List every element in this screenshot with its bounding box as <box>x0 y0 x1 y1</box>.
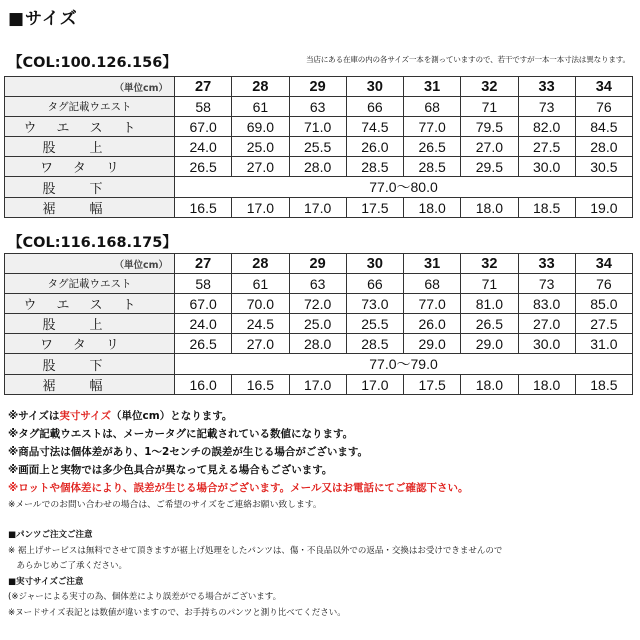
table-row <box>5 97 633 117</box>
note-1-red: 実寸サイズ <box>59 410 112 422</box>
table-cell: 71 <box>461 97 518 117</box>
notes-block <box>8 407 628 513</box>
table-cell: 67.0 <box>175 117 232 137</box>
row-label: 裾幅 <box>5 375 175 395</box>
table-cell: 76 <box>575 274 632 294</box>
size-header: 28 <box>232 77 289 97</box>
table-cell: 27.0 <box>232 334 289 354</box>
row-label: 股上 <box>5 314 175 334</box>
table-cell: 61 <box>232 97 289 117</box>
note-line-3: ※商品寸法は個体差があり、1～2センチの誤差が生じる場合がございます。 <box>8 446 368 458</box>
table-cell: 29.5 <box>461 157 518 177</box>
table-cell: 83.0 <box>518 294 575 314</box>
table-cell: 18.5 <box>575 375 632 395</box>
table-cell: 71 <box>461 274 518 294</box>
table-cell: 63 <box>289 97 346 117</box>
size-header: 33 <box>518 254 575 274</box>
table-cell: 63 <box>289 274 346 294</box>
table-cell: 77.0 <box>404 117 461 137</box>
measurement-note: 当店にある在庫の内の各サイズ一本を測っていますので、若干ですが一本一本寸法は異なります。 <box>306 55 630 64</box>
header-row <box>5 254 633 274</box>
table-cell: 73 <box>518 274 575 294</box>
merged-cell: 77.0～79.0 <box>175 354 633 375</box>
table-row <box>5 294 633 314</box>
row-label: 股上 <box>5 137 175 157</box>
table-cell: 73 <box>518 97 575 117</box>
table-cell: 26.0 <box>346 137 403 157</box>
size-table-1 <box>4 76 633 218</box>
table-cell: 18.0 <box>518 375 575 395</box>
table-cell: 73.0 <box>346 294 403 314</box>
note-line-1 <box>8 407 628 425</box>
row-label: ワタリ <box>5 334 175 354</box>
table-cell: 74.5 <box>346 117 403 137</box>
note-line-5: ※ロットや個体差により、誤差が生じる場合がございます。メール又はお電話にてご確認下さい。 <box>8 482 469 494</box>
size-header: 30 <box>346 77 403 97</box>
table-cell: 66 <box>346 274 403 294</box>
table-row <box>5 137 633 157</box>
size-header: 34 <box>575 254 632 274</box>
table-2-title: 【COL:116.168.175】 <box>8 235 177 251</box>
table-cell: 28.0 <box>575 137 632 157</box>
size-header: 27 <box>175 77 232 97</box>
table-cell: 25.5 <box>289 137 346 157</box>
table-cell: 16.5 <box>175 198 232 218</box>
table-cell: 26.5 <box>404 137 461 157</box>
table-row <box>5 314 633 334</box>
table-cell: 28.5 <box>346 334 403 354</box>
table-cell: 27.0 <box>232 157 289 177</box>
table-row <box>5 375 633 395</box>
table-cell: 30.0 <box>518 334 575 354</box>
table-row <box>5 198 633 218</box>
table-cell: 79.5 <box>461 117 518 137</box>
size-header: 29 <box>289 77 346 97</box>
table-cell: 17.0 <box>346 375 403 395</box>
table-cell: 68 <box>404 97 461 117</box>
unit-label: （単位cm） <box>5 77 175 97</box>
table-cell: 17.0 <box>289 375 346 395</box>
table-row <box>5 117 633 137</box>
size-header: 32 <box>461 254 518 274</box>
table-cell: 29.0 <box>461 334 518 354</box>
table-cell: 27.0 <box>461 137 518 157</box>
table-cell: 72.0 <box>289 294 346 314</box>
table-cell: 18.0 <box>404 198 461 218</box>
table-cell: 26.5 <box>461 314 518 334</box>
table-cell: 28.0 <box>289 157 346 177</box>
size-header: 33 <box>518 77 575 97</box>
table-cell: 77.0 <box>404 294 461 314</box>
size-header: 28 <box>232 254 289 274</box>
note-1-b: （単位cm）となります。 <box>111 410 233 422</box>
table-cell: 84.5 <box>575 117 632 137</box>
table-1-title: 【COL:100.126.156】 <box>8 55 177 71</box>
section-heading: ■サイズ <box>8 9 78 29</box>
table-row <box>5 177 633 198</box>
table-cell: 19.0 <box>575 198 632 218</box>
row-label: ワタリ <box>5 157 175 177</box>
table-cell: 25.0 <box>232 137 289 157</box>
table-cell: 81.0 <box>461 294 518 314</box>
size-header: 32 <box>461 77 518 97</box>
size-table-2 <box>4 253 633 395</box>
caution-line-5: (※ジャーによる実寸の為、個体差により誤差がでる場合がございます。 <box>8 592 282 602</box>
row-label: 裾幅 <box>5 198 175 218</box>
table-cell: 26.5 <box>175 334 232 354</box>
caution-line-4: ■実寸サイズご注意 <box>8 576 84 587</box>
table-cell: 27.0 <box>518 314 575 334</box>
table-cell: 26.5 <box>175 157 232 177</box>
caution-line-3: あらかじめご了承ください。 <box>8 561 128 571</box>
note-line-6: ※メールでのお問い合わせの場合は、ご希望のサイズをご連絡お願い致します。 <box>8 500 322 510</box>
table-cell: 85.0 <box>575 294 632 314</box>
row-label: タグ記載ウエスト <box>5 274 175 294</box>
table-cell: 76 <box>575 97 632 117</box>
size-header: 29 <box>289 254 346 274</box>
merged-cell: 77.0～80.0 <box>175 177 633 198</box>
table-cell: 70.0 <box>232 294 289 314</box>
table-cell: 30.0 <box>518 157 575 177</box>
note-1-a: ※サイズは <box>8 410 60 422</box>
table-cell: 61 <box>232 274 289 294</box>
table-cell: 24.5 <box>232 314 289 334</box>
size-header: 34 <box>575 77 632 97</box>
table-cell: 66 <box>346 97 403 117</box>
size-header: 27 <box>175 254 232 274</box>
table-cell: 68 <box>404 274 461 294</box>
table-cell: 82.0 <box>518 117 575 137</box>
table-cell: 69.0 <box>232 117 289 137</box>
table-cell: 16.5 <box>232 375 289 395</box>
table-cell: 25.5 <box>346 314 403 334</box>
table-cell: 17.5 <box>346 198 403 218</box>
unit-label: （単位cm） <box>5 254 175 274</box>
table-cell: 28.0 <box>289 334 346 354</box>
table-cell: 67.0 <box>175 294 232 314</box>
caution-line-1: ■パンツご注文ご注意 <box>8 530 93 540</box>
row-label: ウエスト <box>5 294 175 314</box>
table-cell: 17.0 <box>232 198 289 218</box>
table-cell: 17.5 <box>404 375 461 395</box>
table-cell: 27.5 <box>518 137 575 157</box>
table-cell: 28.5 <box>346 157 403 177</box>
table-cell: 58 <box>175 274 232 294</box>
row-label: 股下 <box>5 354 175 375</box>
size-header: 30 <box>346 254 403 274</box>
table-cell: 31.0 <box>575 334 632 354</box>
table-cell: 26.0 <box>404 314 461 334</box>
table-cell: 24.0 <box>175 137 232 157</box>
table-cell: 18.5 <box>518 198 575 218</box>
row-label: ウエスト <box>5 117 175 137</box>
table-cell: 24.0 <box>175 314 232 334</box>
table-cell: 27.5 <box>575 314 632 334</box>
table-cell: 18.0 <box>461 375 518 395</box>
table-cell: 18.0 <box>461 198 518 218</box>
table-row <box>5 334 633 354</box>
caution-line-2: ※ 裾上げサービスは無料でさせて頂きますが裾上げ処理をしたパンツは、傷・不良品以外での返品・交換はお受けできませんので <box>8 545 503 556</box>
table-cell: 58 <box>175 97 232 117</box>
header-row <box>5 77 633 97</box>
note-line-4: ※画面上と実物では多少色具合が異なって見える場合もございます。 <box>8 464 333 476</box>
table-cell: 25.0 <box>289 314 346 334</box>
table-row <box>5 157 633 177</box>
size-header: 31 <box>404 254 461 274</box>
table-cell: 17.0 <box>289 198 346 218</box>
caution-line-6: ※ヌードサイズ表記とは数値が違いますので、お手持ちのパンツと測り比べてください。 <box>8 607 346 618</box>
table-cell: 16.0 <box>175 375 232 395</box>
table-cell: 30.5 <box>575 157 632 177</box>
note-line-2: ※タグ記載ウエストは、メーカータグに記載されている数値になります。 <box>8 428 354 440</box>
row-label: 股下 <box>5 177 175 198</box>
size-header: 31 <box>404 77 461 97</box>
table-row <box>5 274 633 294</box>
table-row <box>5 354 633 375</box>
table-cell: 71.0 <box>289 117 346 137</box>
table-cell: 29.0 <box>404 334 461 354</box>
table-cell: 28.5 <box>404 157 461 177</box>
row-label: タグ記載ウエスト <box>5 97 175 117</box>
caution-block <box>8 528 633 621</box>
